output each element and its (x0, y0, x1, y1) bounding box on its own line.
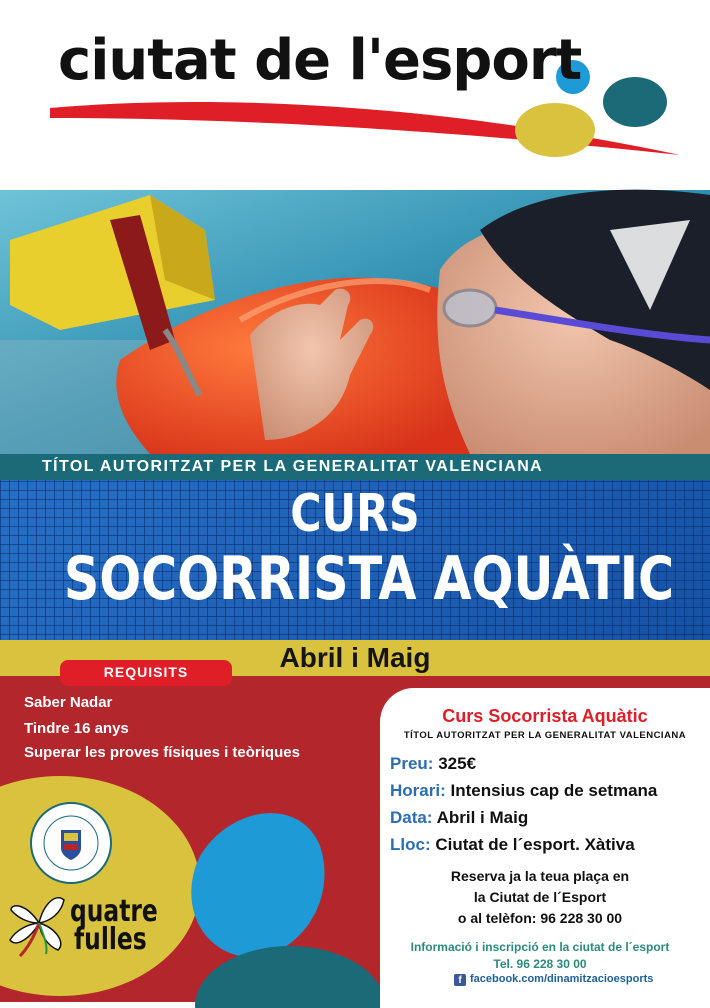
course-label: CURS (290, 484, 420, 544)
info-key: Preu: (390, 754, 434, 773)
info-value: Ciutat de l´esport. Xàtiva (435, 835, 635, 854)
hero-photo (0, 190, 710, 454)
requirement-item: Saber Nadar (24, 694, 113, 711)
logo-text: ciutat de l'esport (58, 28, 582, 93)
contact-phone: Tel. 96 228 30 00 (493, 957, 587, 971)
requirements-tab (60, 660, 232, 686)
requirement-item: Superar les proves físiques i teòriques (24, 744, 300, 761)
header (0, 0, 710, 190)
contact-info: Informació i inscripció en la ciutat de l´esport (410, 940, 670, 954)
facebook-icon: f (454, 974, 466, 986)
info-row-price (390, 754, 476, 774)
info-key: Horari: (390, 781, 446, 800)
authorized-strip (0, 454, 710, 480)
facebook-link[interactable]: facebook.com/dinamitzacioesports (470, 973, 654, 985)
requirements-heading: REQUISITS (103, 664, 189, 680)
blue-blob (191, 813, 324, 957)
course-dates: Abril i Maig (279, 642, 431, 673)
requirement-item: Tindre 16 anys (24, 720, 129, 737)
swimmer-illustration (0, 190, 710, 454)
lower-section (0, 664, 710, 1002)
info-row-date (390, 808, 528, 828)
reserve-line: la Ciutat de l´Esport (473, 889, 607, 905)
info-row-place (390, 835, 635, 855)
info-value: Abril i Maig (436, 808, 529, 827)
goggles (444, 290, 496, 326)
fulles-text: fulles (74, 922, 147, 957)
authorized-title: TÍTOL AUTORITZAT PER LA GENERALITAT VALENCIANA (42, 458, 544, 475)
course-name: SOCORRISTA AQUÀTIC (63, 544, 675, 614)
info-box (380, 688, 710, 1008)
info-value: 325€ (438, 754, 477, 773)
info-value: Intensius cap de setmana (450, 781, 658, 800)
teal-blob (195, 946, 385, 1008)
info-title: Curs Socorrista Aquàtic (442, 706, 648, 726)
info-key: Data: (390, 808, 433, 827)
teal-dot (603, 77, 667, 127)
title-band (0, 454, 710, 640)
reserve-phone: o al telèfon: 96 228 30 00 (457, 910, 623, 926)
quatre-text: quatre (70, 894, 158, 929)
info-subtitle: TÍTOL AUTORITZAT PER LA GENERALITAT VALENCIANA (403, 730, 687, 741)
municipal-seal (30, 802, 112, 884)
info-key: Lloc: (390, 835, 431, 854)
yellow-dot (515, 103, 595, 157)
reserve-line: Reserva ja la teua plaça en (450, 868, 630, 884)
info-row-schedule (390, 781, 657, 801)
